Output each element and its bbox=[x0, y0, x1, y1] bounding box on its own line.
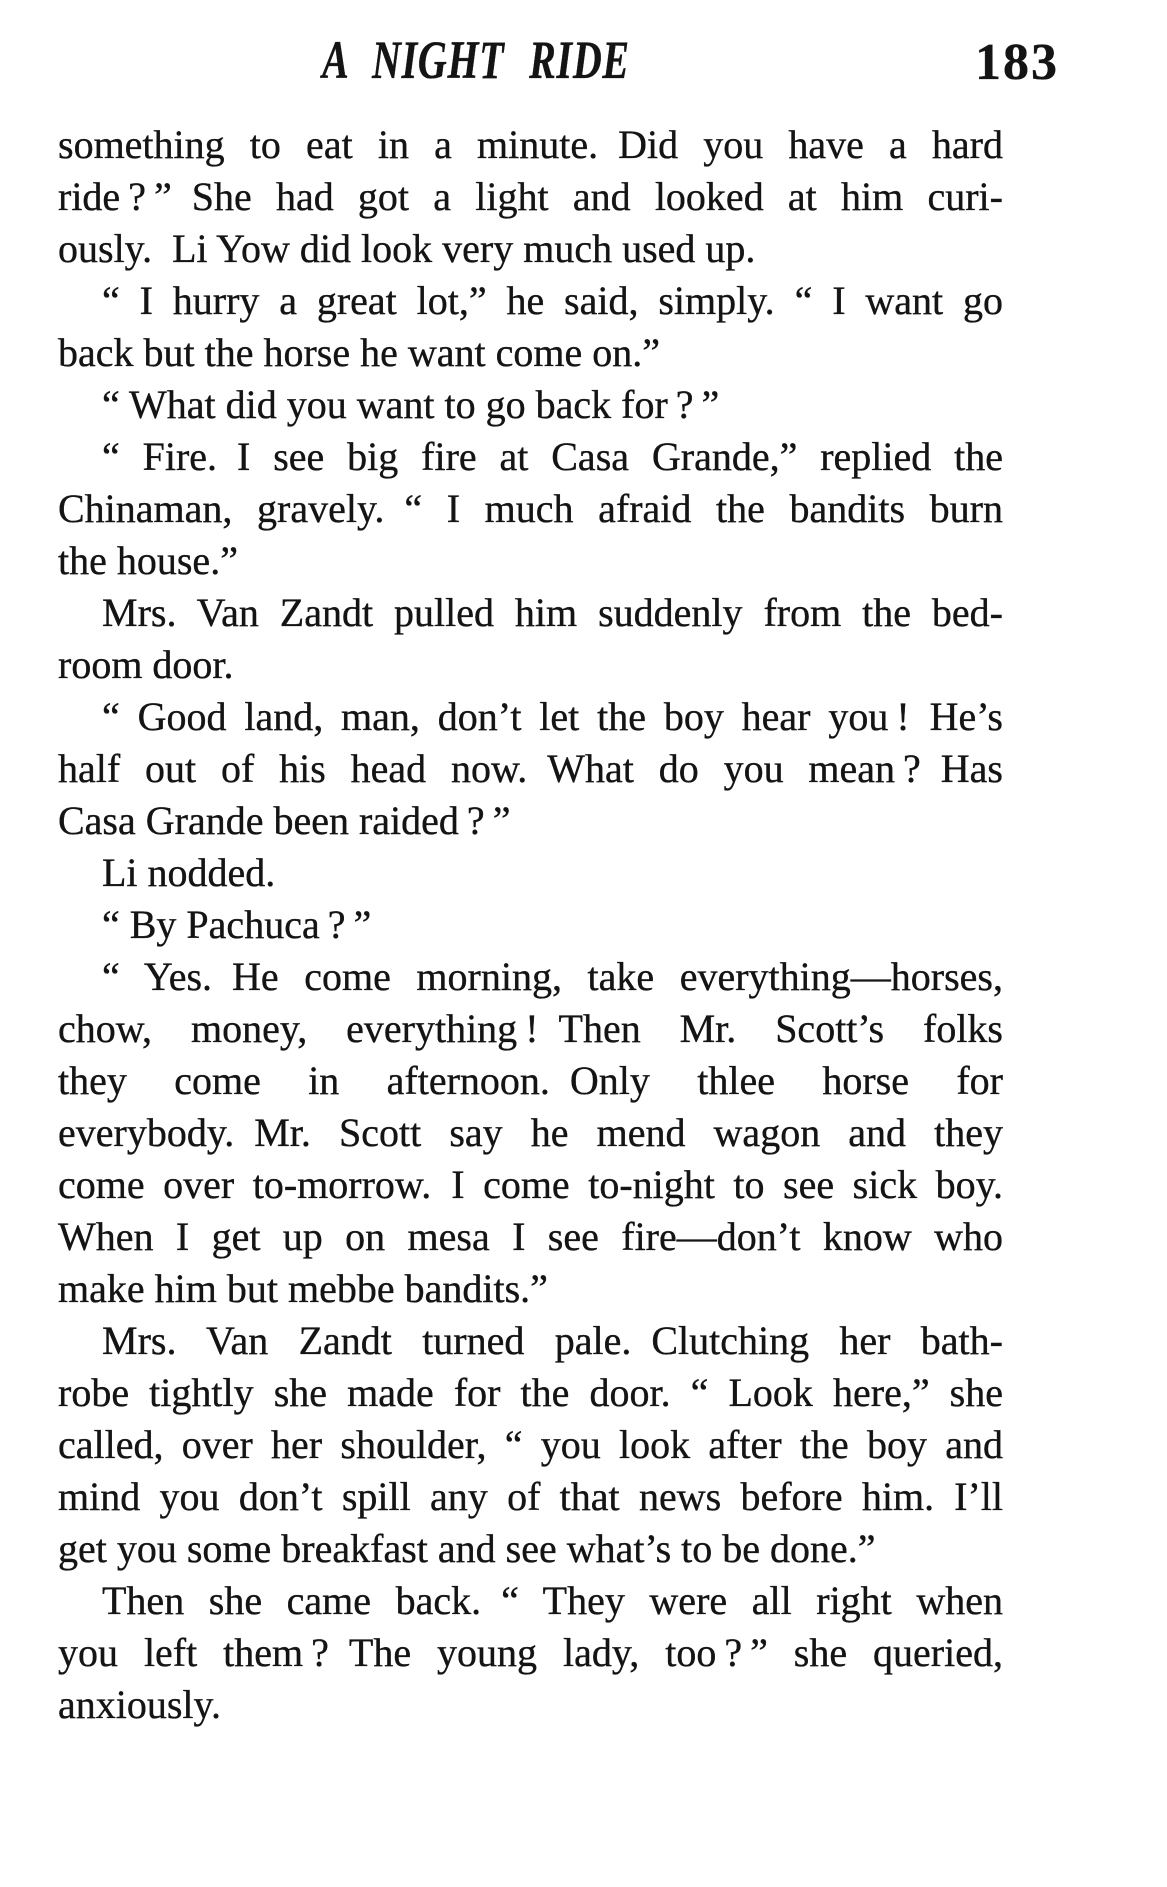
text-line: back but the horse he want come on.” bbox=[58, 330, 661, 375]
text-line: Mrs. Van Zandt pulled him suddenly from the bed- bbox=[102, 590, 1003, 635]
running-head-title: A NIGHT RIDE bbox=[322, 30, 630, 90]
text-line: something to eat in a minute. Did you have a hard bbox=[58, 122, 1003, 167]
text-line: come over to-morrow. I come to-night to see sick boy. bbox=[58, 1162, 1003, 1207]
text-line: “ Good land, man, don’t let the boy hear you ! He’s bbox=[102, 694, 1003, 739]
text-line: Then she came back. “ They were all right when bbox=[102, 1578, 1003, 1623]
text-line: the house.” bbox=[58, 538, 238, 583]
text-line: Mrs. Van Zandt turned pale. Clutching her bath- bbox=[102, 1318, 1003, 1363]
text-line: “ What did you want to go back for ? ” bbox=[102, 382, 720, 427]
text-line: “ Yes. He come morning, take everything—horses, bbox=[102, 954, 1003, 999]
text-line: everybody. Mr. Scott say he mend wagon and they bbox=[58, 1110, 1003, 1155]
text-line: Chinaman, gravely. “ I much afraid the bandits burn bbox=[58, 486, 1003, 531]
text-line: make him but mebbe bandits.” bbox=[58, 1266, 548, 1311]
text-line: room door. bbox=[58, 642, 234, 687]
text-line: “ I hurry a great lot,” he said, simply. “ I want go bbox=[102, 278, 1003, 323]
text-line: get you some breakfast and see what’s to be done.” bbox=[58, 1526, 876, 1571]
text-line: ously. Li Yow did look very much used up. bbox=[58, 226, 756, 271]
text-line: mind you don’t spill any of that news before him. I’ll bbox=[58, 1474, 1003, 1519]
text-line: anxiously. bbox=[58, 1682, 221, 1727]
text-line: you left them ? The young lady, too ? ” she queried, bbox=[58, 1630, 1003, 1675]
text-line: robe tightly she made for the door. “ Look here,” she bbox=[58, 1370, 1003, 1415]
text-line: called, over her shoulder, “ you look after the boy and bbox=[58, 1422, 1003, 1467]
text-line: When I get up on mesa I see fire—don’t know who bbox=[58, 1214, 1003, 1259]
text-line: Casa Grande been raided ? ” bbox=[58, 798, 511, 843]
text-line: “ By Pachuca ? ” bbox=[102, 902, 372, 947]
page-number: 183 bbox=[975, 34, 1059, 91]
text-line: “ Fire. I see big fire at Casa Grande,” replied the bbox=[102, 434, 1003, 479]
text-line: Li nodded. bbox=[102, 850, 276, 895]
text-line: they come in afternoon. Only thlee horse for bbox=[58, 1058, 1003, 1103]
running-head bbox=[0, 30, 952, 90]
text-column bbox=[58, 119, 1003, 1731]
text-line: ride ? ” She had got a light and looked at him curi- bbox=[58, 174, 1003, 219]
text-line: half out of his head now. What do you mean ? Has bbox=[58, 746, 1003, 791]
text-line: chow, money, everything ! Then Mr. Scott’s folks bbox=[58, 1006, 1003, 1051]
